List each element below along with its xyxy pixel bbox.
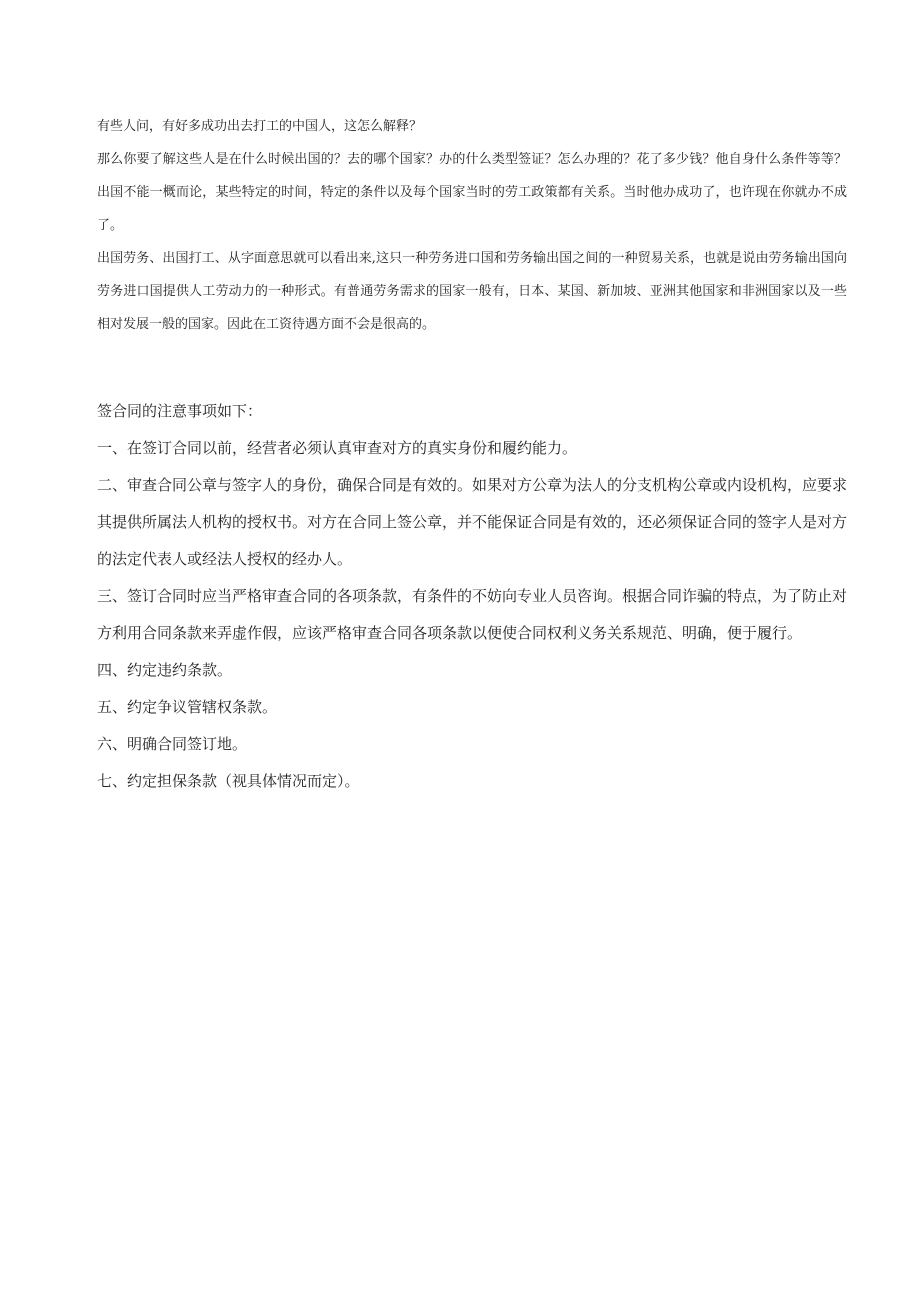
intro-paragraph: 出国劳务、出国打工、从字面意思就可以看出来,这只一种劳务进口国和劳务输出国之间的一种贸易关系，也就是说由劳务输出国向劳务进口国提供人工劳动力的一种形式。有普通劳务需求的国家一般有，日本、某国、新加坡、亚洲其他国家和非洲国家以及一些相对发展一般的国家。因此在工资待遇方面不会是很高的。 bbox=[97, 251, 847, 332]
contract-section bbox=[97, 393, 847, 800]
contract-item: 七、约定担保条款（视具体情况而定）。 bbox=[97, 772, 360, 790]
contract-item: 二、审查合同公章与签字人的身份，确保合同是有效的。如果对方公章为法人的分支机构公章或内设机构，应要求其提供所属法人机构的授权书。对方在合同上签公章，并不能保证合同是有效的，还必须保证合同的签字人是对方的法定代表人或经法人授权的经办人。 bbox=[97, 476, 848, 568]
contract-item: 六、明确合同签订地。 bbox=[97, 735, 248, 753]
intro-paragraph: 有些人问，有好多成功出去打工的中国人，这怎么解释？ bbox=[97, 119, 423, 134]
contract-item: 四、约定违约条款。 bbox=[97, 661, 233, 679]
intro-paragraph: 那么你要了解这些人是在什么时候出国的？去的哪个国家？办的什么类型签证？怎么办理的？花了多少钱？他自身什么条件等等？出国不能一概而论，某些特定的时间，特定的条件以及每个国家当时的劳工政策都有关系。当时他办成功了，也许现在你就办不成了。 bbox=[97, 152, 847, 233]
contract-item: 五、约定争议管辖权条款。 bbox=[97, 698, 278, 716]
contract-item: 一、在签订合同以前，经营者必须认真审查对方的真实身份和履约能力。 bbox=[97, 439, 578, 457]
contract-heading: 签合同的注意事项如下： bbox=[97, 402, 263, 420]
intro-section bbox=[97, 110, 847, 341]
contract-item: 三、签订合同时应当严格审查合同的各项条款，有条件的不妨向专业人员咨询。根据合同诈骗的特点，为了防止对方利用合同条款来弄虚作假，应该严格审查合同各项条款以便使合同权利义务关系规范、明确，便于履行。 bbox=[97, 587, 848, 642]
